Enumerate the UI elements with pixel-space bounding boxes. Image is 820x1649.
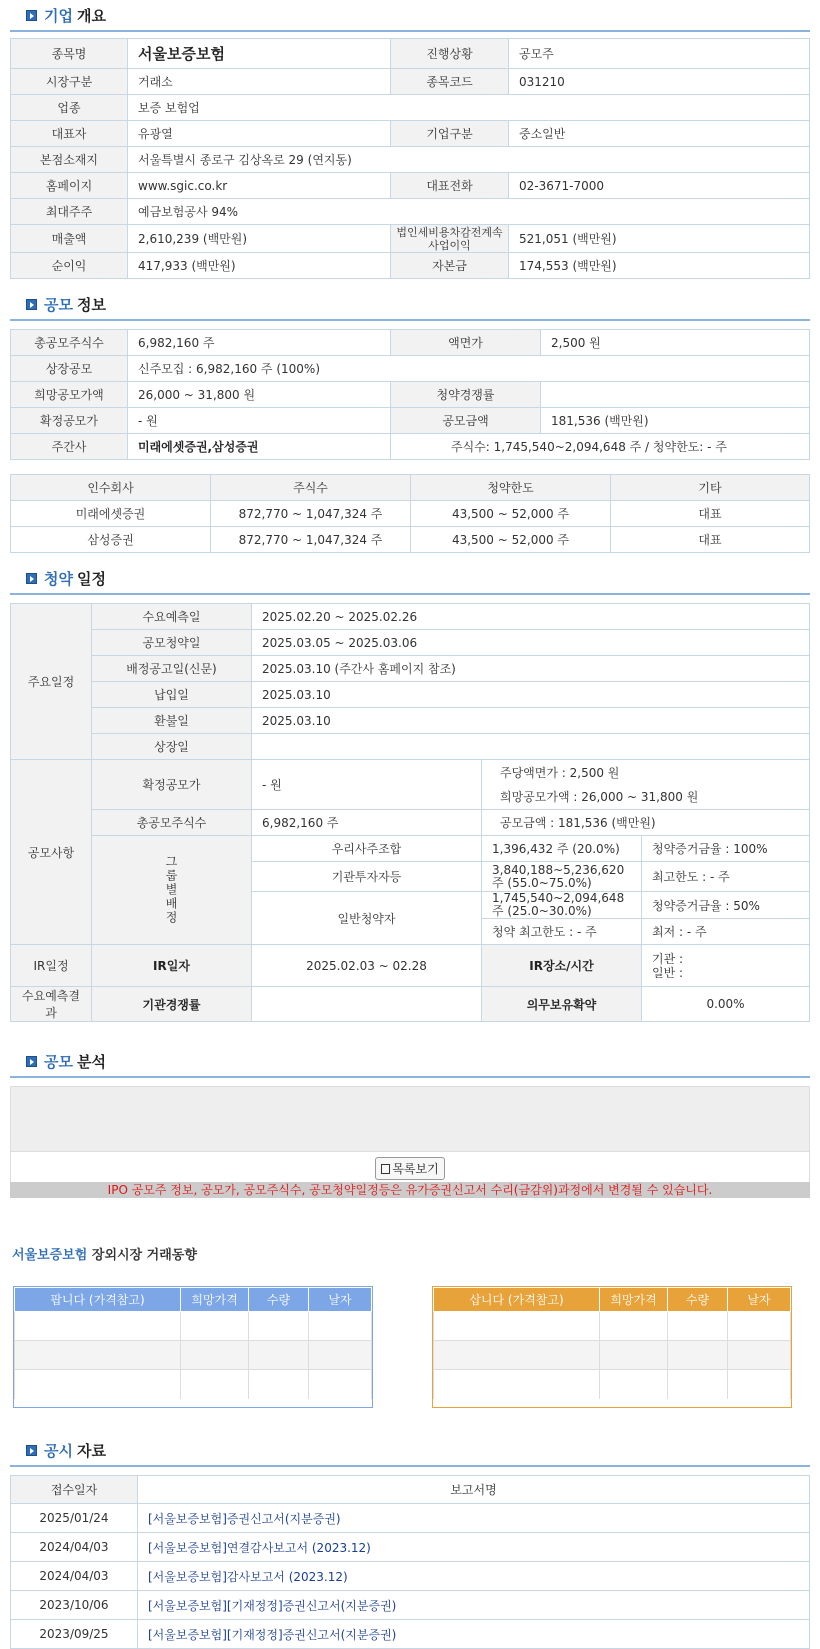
lockup-value: 0.00% [642, 987, 810, 1022]
code-value: 031210 [509, 69, 810, 95]
inst-comp-value [252, 987, 482, 1022]
ir-date-value: 2025.02.03 ~ 02.28 [252, 945, 482, 987]
bullet-icon [26, 10, 37, 21]
overview-title-2: 개요 [76, 6, 106, 25]
analysis-title-2: 분석 [76, 1052, 106, 1071]
schedule-item-value: 2025.03.10 (주간사 홈페이지 참조) [252, 656, 810, 682]
homepage-link[interactable]: www.sgic.co.kr [128, 173, 391, 199]
bullet-icon [26, 573, 37, 584]
uw-cell: 미래에셋증권 [11, 501, 211, 527]
group-name: 우리사주조합 [252, 836, 482, 862]
disc-report-link[interactable]: [서울보증보험][기재정정]증권신고서(지분증권) [138, 1620, 810, 1649]
offering-title-2: 정보 [76, 295, 106, 314]
uw-cell: 872,770 ~ 1,047,324 주 [211, 501, 411, 527]
schedule-item-label: 납입일 [92, 682, 252, 708]
sell-header: 수량 [249, 1288, 309, 1312]
offering-title-1: 공모 [44, 295, 73, 314]
compete-label: 청약경쟁률 [391, 382, 541, 408]
uw-header: 청약한도 [411, 475, 611, 501]
uw-cell: 43,500 ~ 52,000 주 [411, 501, 611, 527]
otc-company: 서울보증보험 [12, 1248, 88, 1263]
ir-gen: 일반 : [652, 965, 684, 980]
sell-box [13, 1286, 373, 1408]
total-shares-value: 6,982,160 주 [252, 810, 482, 836]
schedule-item-value: 2025.03.05 ~ 2025.03.06 [252, 630, 810, 656]
list-icon [381, 1164, 390, 1174]
uw-header: 기타 [611, 475, 810, 501]
main-schedule-label: 주요일정 [11, 604, 92, 760]
disclosure-title-1: 공시 [44, 1441, 73, 1460]
compete-value [541, 382, 810, 408]
group-min: 최저 : - 주 [642, 919, 810, 945]
capital-label: 자본금 [391, 253, 509, 279]
schedule-item-label: 수요예측일 [92, 604, 252, 630]
schedule-title-2: 일정 [76, 569, 106, 588]
fixed-value: - 원 [128, 408, 391, 434]
analysis-title-1: 공모 [44, 1052, 73, 1071]
amount-value: 181,536 (백만원) [541, 408, 810, 434]
fixed-label: 확정공모가 [11, 408, 128, 434]
net-value: 417,933 (백만원) [128, 253, 391, 279]
market-label: 시장구분 [11, 69, 128, 95]
disc-report-link[interactable]: [서울보증보험]감사보고서 (2023.12) [138, 1562, 810, 1591]
overview-header [10, 0, 810, 32]
uw-cell: 대표 [611, 527, 810, 553]
hope-value: 26,000 ~ 31,800 원 [128, 382, 391, 408]
total-value: 6,982,160 주 [128, 330, 391, 356]
analysis-box [10, 1086, 810, 1152]
lead-info: 주식수: 1,745,540~2,094,648 주 / 청약한도: - 주 [391, 434, 810, 460]
lead-label: 주간사 [11, 434, 128, 460]
group-note: 청약증거금율 : 100% [642, 836, 810, 862]
overview-title-1: 기업 [44, 6, 73, 25]
group-note: 최고한도 : - 주 [642, 862, 810, 892]
industry-label: 업종 [11, 95, 128, 121]
hope-label: 희망공모가액 [11, 382, 128, 408]
schedule-table [10, 603, 810, 1022]
fixed-price-label: 확정공모가 [92, 760, 252, 810]
disc-header: 보고서명 [138, 1476, 810, 1504]
name-label: 종목명 [11, 39, 128, 69]
sell-header: 날자 [309, 1288, 372, 1312]
disc-date: 2024/04/03 [11, 1533, 138, 1562]
address-label: 본점소재지 [11, 147, 128, 173]
sell-header: 희망가격 [181, 1288, 249, 1312]
bullet-icon [26, 1056, 37, 1067]
otc-title-text: 장외시장 거래동향 [91, 1248, 197, 1263]
pretax-label: 법인세비용차감전계속사업이익 [391, 225, 509, 253]
offering-table [10, 329, 810, 460]
list-button-label: 목록보기 [392, 1162, 439, 1176]
status-label: 진행상황 [391, 39, 509, 69]
ceo-label: 대표자 [11, 121, 128, 147]
capital-value: 174,553 (백만원) [509, 253, 810, 279]
buy-box [432, 1286, 792, 1408]
disclosure-table [10, 1475, 810, 1649]
schedule-item-value: 2025.02.20 ~ 2025.02.26 [252, 604, 810, 630]
uw-cell: 대표 [611, 501, 810, 527]
buy-header: 수량 [668, 1288, 728, 1312]
bullet-icon [26, 299, 37, 310]
face-text: 주당액면가 : 2,500 원 [500, 765, 620, 780]
disc-report-link[interactable]: [서울보증보험]증권신고서(지분증권) [138, 1504, 810, 1533]
buy-header: 날자 [728, 1288, 791, 1312]
uw-header: 주식수 [211, 475, 411, 501]
company-name: 서울보증보험 [128, 39, 391, 69]
disclosure-title-2: 자료 [76, 1441, 106, 1460]
ir-label: IR일정 [11, 945, 92, 987]
overview-table [10, 38, 810, 279]
disc-header: 접수일자 [11, 1476, 138, 1504]
group-label: 그룹별배정 [92, 836, 252, 945]
corp-type-label: 기업구분 [391, 121, 509, 147]
schedule-item-value: 2025.03.10 [252, 708, 810, 734]
net-label: 순이익 [11, 253, 128, 279]
matter-label: 공모사항 [11, 760, 92, 945]
ir-inst: 기관 : [652, 951, 684, 966]
lockup-label: 의무보유확약 [482, 987, 642, 1022]
amount-text: 공모금액 : 181,536 (백만원) [482, 810, 810, 836]
schedule-title-1: 청약 [44, 569, 73, 588]
group-limit: 청약 최고한도 : - 주 [482, 919, 642, 945]
fixed-price-value: - 원 [252, 760, 482, 810]
uw-cell: 삼성증권 [11, 527, 211, 553]
phone-label: 대표전화 [391, 173, 509, 199]
analysis-header [10, 1046, 810, 1078]
schedule-item-label: 공모청약일 [92, 630, 252, 656]
offering-header [10, 289, 810, 321]
disc-date: 2023/09/25 [11, 1620, 138, 1649]
schedule-item-label: 배정공고일(신문) [92, 656, 252, 682]
disc-report-link[interactable]: [서울보증보험]연결감사보고서 (2023.12) [138, 1533, 810, 1562]
face-value: 2,500 원 [541, 330, 810, 356]
code-label: 종목코드 [391, 69, 509, 95]
total-label: 총공모주식수 [11, 330, 128, 356]
list-button[interactable] [375, 1157, 444, 1180]
ir-place-label: IR장소/시간 [482, 945, 642, 987]
schedule-item-value [252, 734, 810, 760]
disc-date: 2024/04/03 [11, 1562, 138, 1591]
disclosure-header [10, 1435, 810, 1467]
result-label: 수요예측결과 [11, 987, 92, 1022]
face-label: 액면가 [391, 330, 541, 356]
group-shares: 1,745,540~2,094,648 주 (25.0~30.0%) [482, 892, 642, 919]
address-value: 서울특별시 종로구 김상옥로 29 (연지동) [128, 147, 810, 173]
bullet-icon [26, 1445, 37, 1456]
disc-report-link[interactable]: [서울보증보험][기재정정]증권신고서(지분증권) [138, 1591, 810, 1620]
sales-value: 2,610,239 (백만원) [128, 225, 391, 253]
underwriter-table [10, 474, 810, 553]
buy-header: 삽니다 (가격참고) [434, 1288, 600, 1312]
amount-label: 공모금액 [391, 408, 541, 434]
group-note: 청약증거금율 : 50% [642, 892, 810, 919]
schedule-item-label: 환불일 [92, 708, 252, 734]
uw-cell: 43,500 ~ 52,000 주 [411, 527, 611, 553]
total-shares-label: 총공모주식수 [92, 810, 252, 836]
lead-value: 미래에셋증권,삼성증권 [128, 434, 391, 460]
inst-comp-label: 기관경쟁률 [92, 987, 252, 1022]
ir-date-label: IR일자 [92, 945, 252, 987]
group-shares: 1,396,432 주 (20.0%) [482, 836, 642, 862]
uw-cell: 872,770 ~ 1,047,324 주 [211, 527, 411, 553]
schedule-header [10, 563, 810, 595]
ceo-value: 유광열 [128, 121, 391, 147]
buy-header: 희망가격 [600, 1288, 668, 1312]
otc-title [12, 1244, 820, 1263]
group-shares: 3,840,188~5,236,620 주 (55.0~75.0%) [482, 862, 642, 892]
holder-label: 최대주주 [11, 199, 128, 225]
status-value: 공모주 [509, 39, 810, 69]
holder-value: 예금보험공사 94% [128, 199, 810, 225]
sell-header: 팝니다 (가격참고) [15, 1288, 181, 1312]
notice-bar: IPO 공모주 정보, 공모가, 공모주식수, 공모청약일정등은 유가증권신고서 수리(금감위)과정에서 변경될 수 있습니다. [10, 1182, 810, 1198]
market-value: 거래소 [128, 69, 391, 95]
group-name: 기관투자자등 [252, 862, 482, 892]
group-name: 일반청약자 [252, 892, 482, 945]
hope-text: 희망공모가액 : 26,000 ~ 31,800 원 [500, 789, 699, 804]
uw-header: 인수회사 [11, 475, 211, 501]
disc-date: 2025/01/24 [11, 1504, 138, 1533]
disc-date: 2023/10/06 [11, 1591, 138, 1620]
listing-label: 상장공모 [11, 356, 128, 382]
corp-type-value: 중소일반 [509, 121, 810, 147]
pretax-value: 521,051 (백만원) [509, 225, 810, 253]
phone-value: 02-3671-7000 [509, 173, 810, 199]
industry-value: 보증 보험업 [128, 95, 810, 121]
schedule-item-label: 상장일 [92, 734, 252, 760]
sales-label: 매출액 [11, 225, 128, 253]
schedule-item-value: 2025.03.10 [252, 682, 810, 708]
listing-value: 신주모집 : 6,982,160 주 (100%) [128, 356, 810, 382]
homepage-label: 홈페이지 [11, 173, 128, 199]
